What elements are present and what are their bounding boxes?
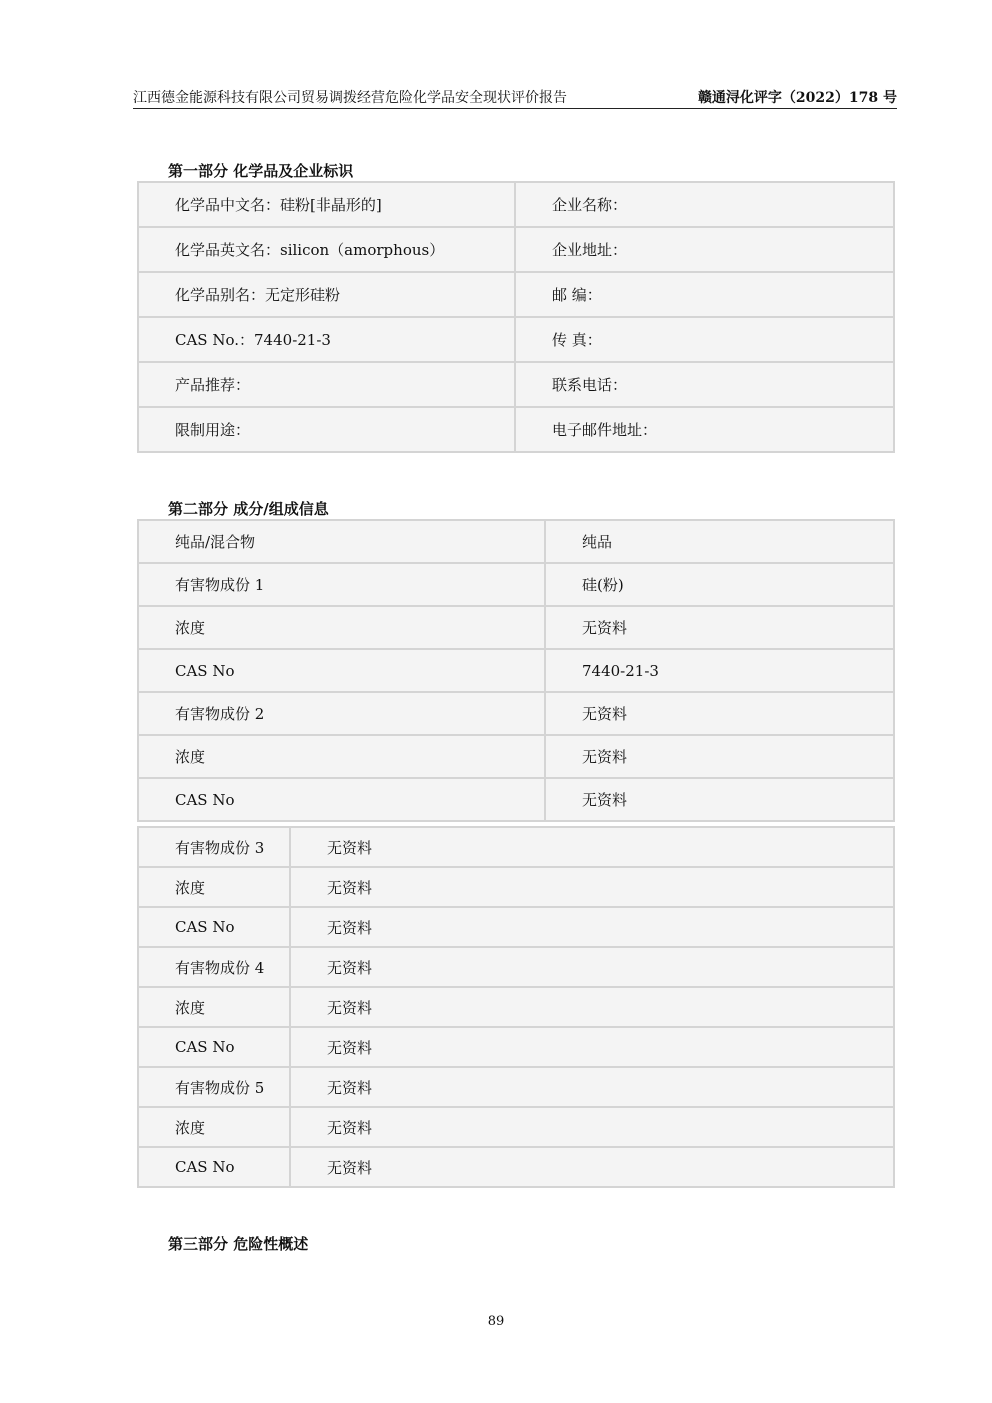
- row-label: 浓度: [138, 606, 545, 649]
- row-value: 无资料: [290, 987, 894, 1027]
- fax-cell: 传 真：: [515, 317, 894, 362]
- row-value: 无资料: [290, 1147, 894, 1187]
- row-value: 无资料: [290, 827, 894, 867]
- table-row: [138, 1067, 894, 1107]
- table-row: [138, 649, 894, 692]
- identification-table: [137, 181, 895, 453]
- table-row: [138, 867, 894, 907]
- row-value: 无资料: [290, 907, 894, 947]
- table-row: [138, 947, 894, 987]
- cas-number-cell: CAS No.：7440-21-3: [138, 317, 515, 362]
- row-label: CAS No: [138, 649, 545, 692]
- row-value: 无资料: [290, 1067, 894, 1107]
- row-label: 有害物成份 2: [138, 692, 545, 735]
- table-row: [138, 692, 894, 735]
- restricted-use-cell: 限制用途：: [138, 407, 515, 452]
- table-row: [138, 182, 894, 227]
- row-value: 无资料: [290, 867, 894, 907]
- row-value: 无资料: [545, 778, 894, 821]
- table-row: [138, 827, 894, 867]
- postcode-cell: 邮 编：: [515, 272, 894, 317]
- row-label: 浓度: [138, 987, 290, 1027]
- row-label: CAS No: [138, 1147, 290, 1187]
- row-value: 7440-21-3: [545, 649, 894, 692]
- row-value: 纯品: [545, 520, 894, 563]
- row-label: 纯品/混合物: [138, 520, 545, 563]
- table-row: [138, 907, 894, 947]
- table-row: [138, 272, 894, 317]
- table-row: [138, 520, 894, 563]
- row-label: CAS No: [138, 1027, 290, 1067]
- alias-cell: 化学品别名：无定形硅粉: [138, 272, 515, 317]
- header-document-number: 赣通浔化评字（2022）178 号: [697, 90, 897, 106]
- row-value: 无资料: [290, 1027, 894, 1067]
- table-row: [138, 987, 894, 1027]
- row-value: 无资料: [290, 1107, 894, 1147]
- table-row: [138, 1147, 894, 1187]
- section-1-title: 第一部分 化学品及企业标识: [168, 162, 354, 180]
- row-label: 有害物成份 1: [138, 563, 545, 606]
- row-value: 无资料: [545, 692, 894, 735]
- chinese-name-cell: 化学品中文名：硅粉[非晶形的]: [138, 182, 515, 227]
- table-row: [138, 407, 894, 452]
- row-label: CAS No: [138, 778, 545, 821]
- table-row: [138, 1027, 894, 1067]
- row-value: 硅(粉): [545, 563, 894, 606]
- table-row: [138, 778, 894, 821]
- table-row: [138, 362, 894, 407]
- row-label: 浓度: [138, 867, 290, 907]
- english-name-cell: 化学品英文名：silicon（amorphous）: [138, 227, 515, 272]
- row-label: 浓度: [138, 735, 545, 778]
- row-value: 无资料: [545, 735, 894, 778]
- row-label: CAS No: [138, 907, 290, 947]
- table-row: [138, 317, 894, 362]
- row-value: 无资料: [545, 606, 894, 649]
- table-row: [138, 227, 894, 272]
- recommended-use-cell: 产品推荐：: [138, 362, 515, 407]
- company-address-cell: 企业地址：: [515, 227, 894, 272]
- row-label: 有害物成份 4: [138, 947, 290, 987]
- section-2-title: 第二部分 成分/组成信息: [168, 500, 329, 518]
- composition-table-b: [137, 826, 895, 1188]
- row-label: 浓度: [138, 1107, 290, 1147]
- header-report-title: 江西德金能源科技有限公司贸易调拨经营危险化学品安全现状评价报告: [133, 90, 567, 106]
- page-number: 89: [487, 1314, 505, 1329]
- phone-cell: 联系电话：: [515, 362, 894, 407]
- row-label: 有害物成份 5: [138, 1067, 290, 1107]
- composition-table-a: [137, 519, 895, 822]
- section-3-title: 第三部分 危险性概述: [168, 1235, 309, 1253]
- table-row: [138, 606, 894, 649]
- table-row: [138, 735, 894, 778]
- table-row: [138, 1107, 894, 1147]
- row-label: 有害物成份 3: [138, 827, 290, 867]
- table-row: [138, 563, 894, 606]
- header-divider: [133, 108, 897, 109]
- company-name-cell: 企业名称：: [515, 182, 894, 227]
- row-value: 无资料: [290, 947, 894, 987]
- email-cell: 电子邮件地址：: [515, 407, 894, 452]
